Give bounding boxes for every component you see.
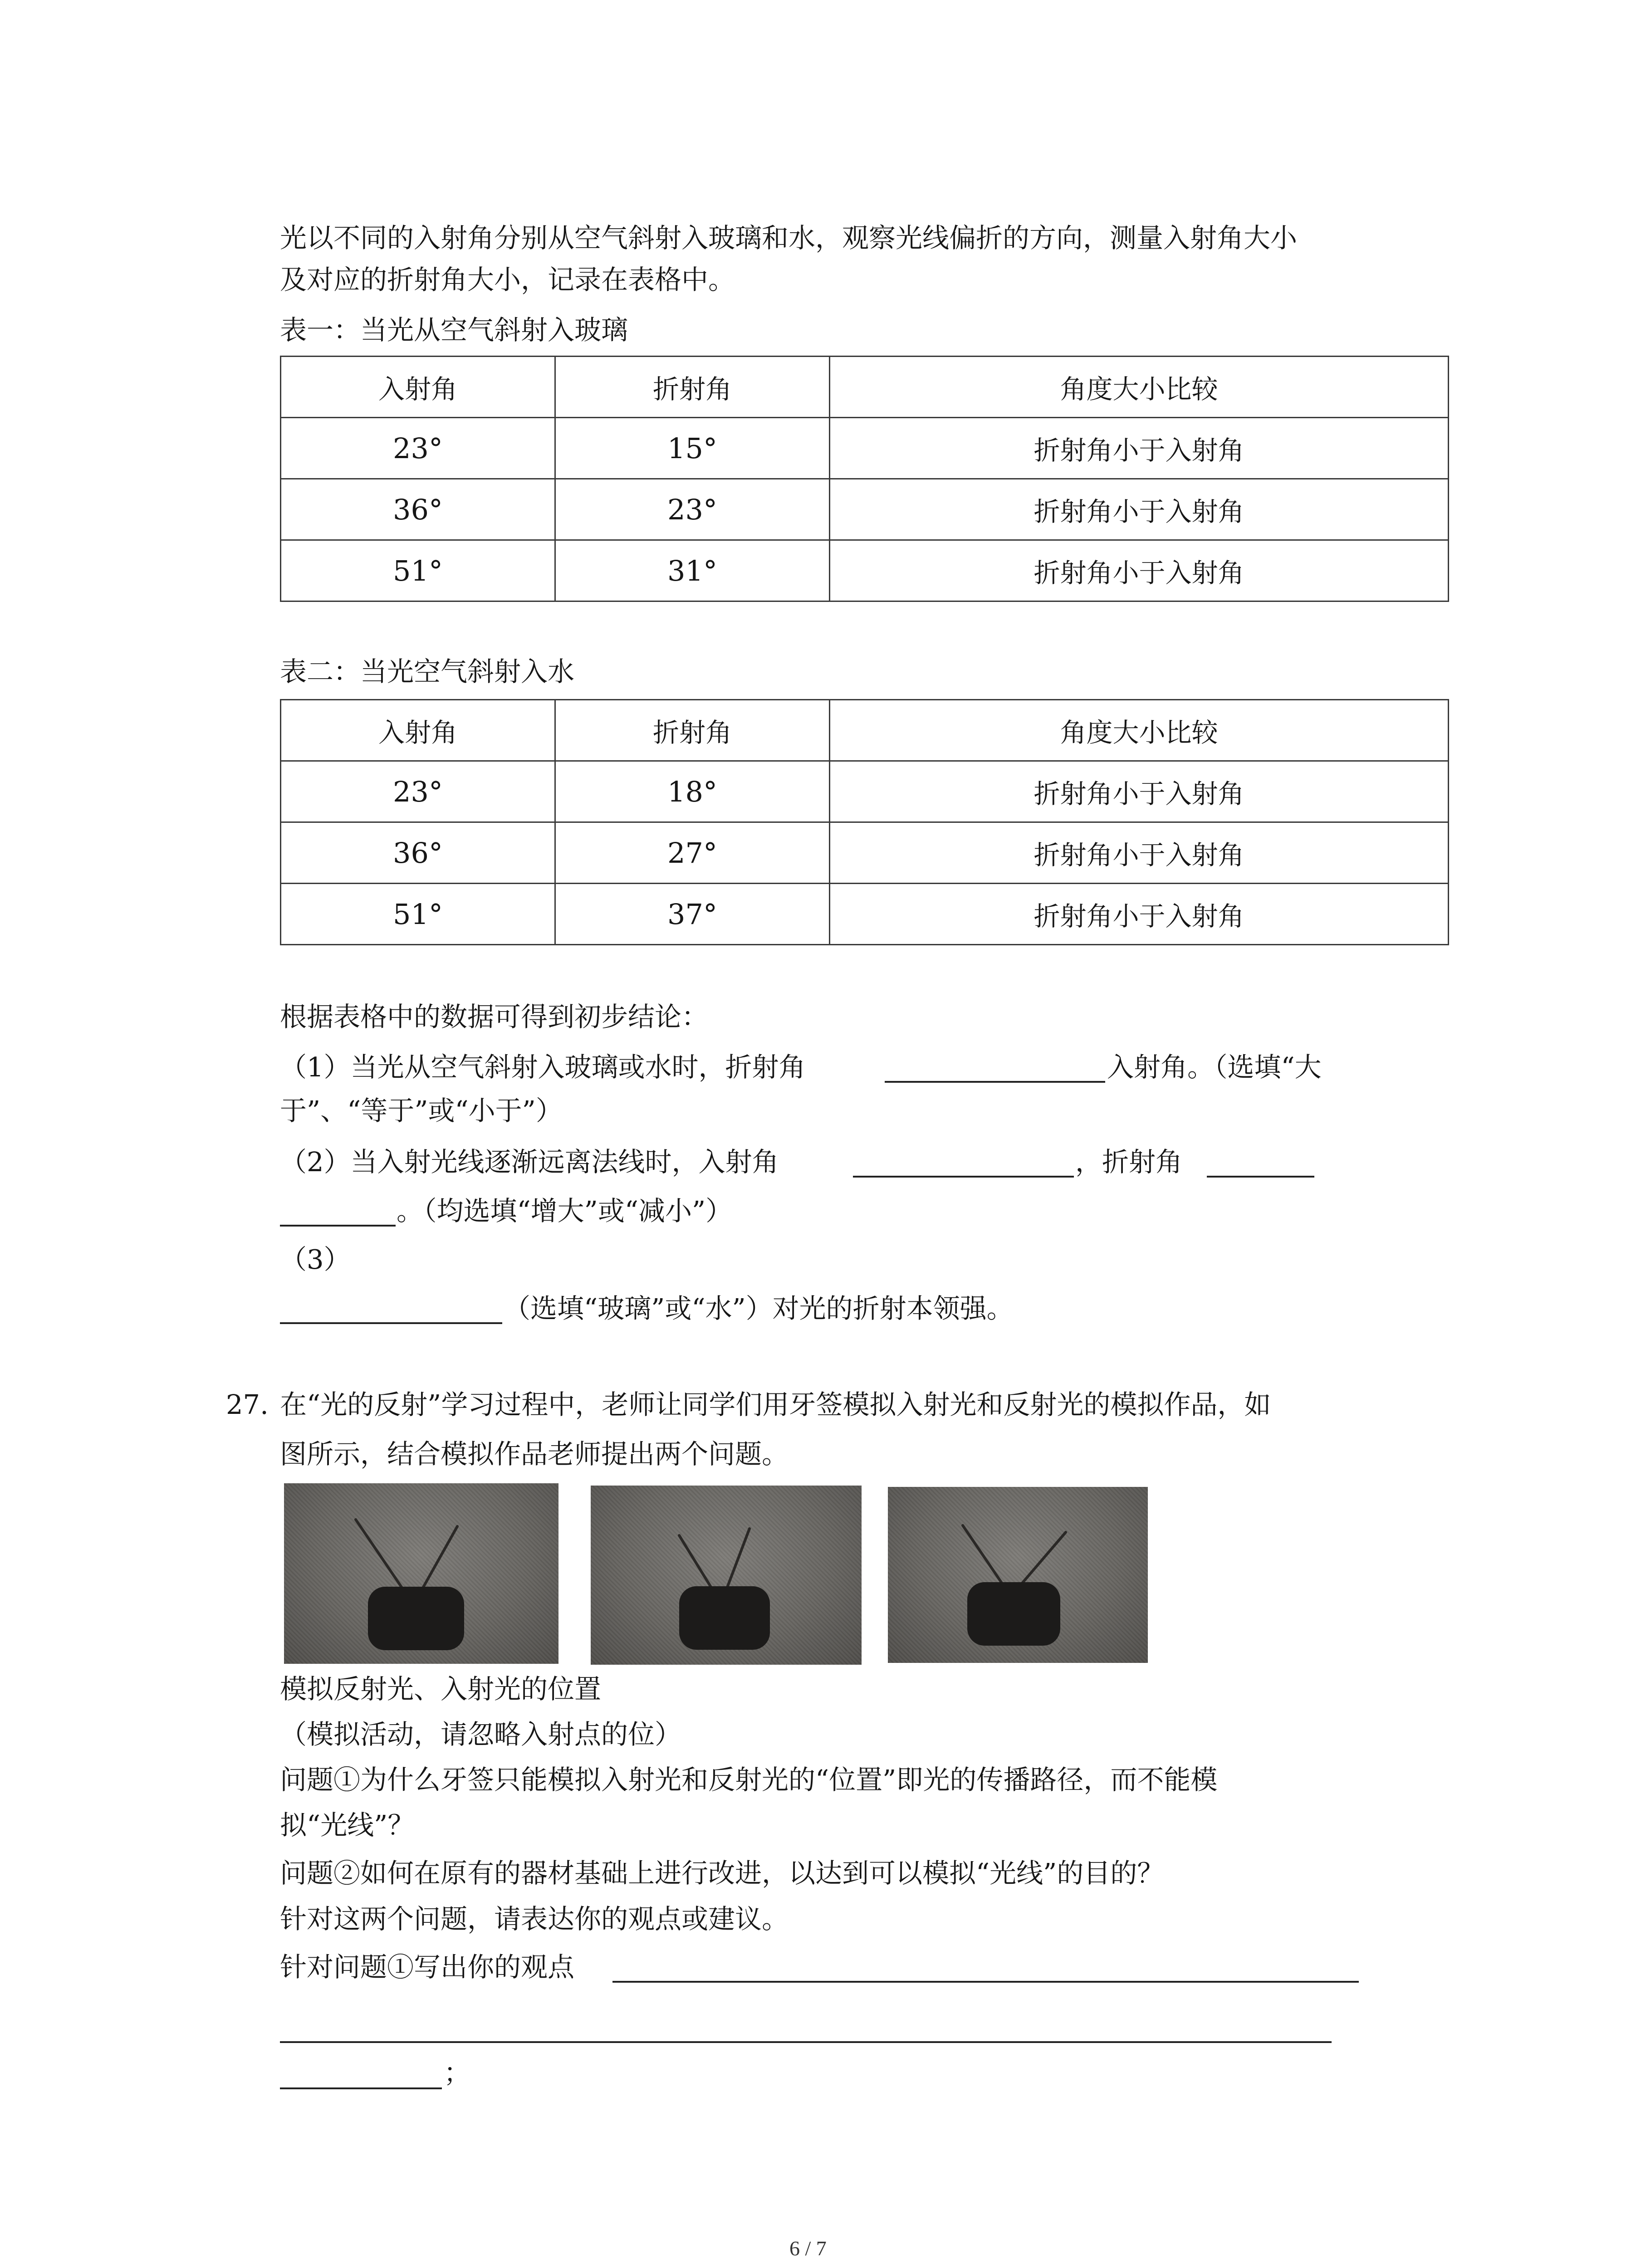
table-row [281,822,1449,884]
toothpick-photo-3 [888,1487,1148,1663]
incidence-cell: 36° [281,822,555,884]
q27-line-1: 在“光的反射”学习过程中，老师让同学们用牙签模拟入射光和反射光的模拟作品，如 [280,1389,1271,1420]
q27-line-2: 图所示，结合模拟作品老师提出两个问题。 [280,1438,789,1470]
problem-2: 问题②如何在原有的器材基础上进行改进，以达到可以模拟“光线”的目的？ [280,1857,1164,1889]
problem-1-line-2: 拟“光线”？ [280,1809,415,1841]
comparison-cell: 折射角小于入射角 [830,540,1449,601]
table2-caption: 表二：当光空气斜射入水 [280,656,575,687]
question-2-text-b: ，折射角 [1075,1146,1183,1178]
answer-line-3[interactable] [280,2087,442,2089]
table-row [281,540,1449,601]
toothpick-photo-2 [591,1486,862,1665]
question-1-hint: 于”、“等于”或“小于”） [280,1095,563,1126]
refraction-cell: 31° [555,540,830,601]
answer-blank-4[interactable] [280,1322,502,1324]
header-refraction-angle: 折射角 [555,357,830,418]
page-number: 6 / 7 [789,2237,827,2260]
table-water [280,699,1449,945]
table-row [281,884,1449,945]
incidence-cell: 51° [281,884,555,945]
question-1-text: （1）当光从空气斜射入玻璃或水时，折射角 [280,1051,806,1083]
intro-line-2: 及对应的折射角大小，记录在表格中。 [280,264,735,295]
incidence-cell: 23° [281,418,555,479]
comparison-cell: 折射角小于入射角 [830,479,1449,540]
prompt: 针对这两个问题，请表达你的观点或建议。 [280,1903,789,1935]
intro-line-1: 光以不同的入射角分别从空气斜射入玻璃和水，观察光线偏折的方向，测量入射角大小 [280,222,1298,254]
table-row [281,418,1449,479]
question-1-text-b: 入射角。（选填“大 [1107,1051,1322,1083]
refraction-cell: 18° [555,761,830,822]
comparison-cell: 折射角小于入射角 [830,761,1449,822]
problem-1-line-1: 问题①为什么牙签只能模拟入射光和反射光的“位置”即光的传播路径，而不能模 [280,1764,1218,1795]
image-caption-2: （模拟活动，请忽略入射点的位） [280,1719,682,1750]
table-glass [280,356,1449,602]
answer-label: 针对问题①写出你的观点 [280,1951,575,1983]
comparison-cell: 折射角小于入射角 [830,884,1449,945]
answer-blank-2[interactable] [853,1176,1074,1178]
question-2-text: （2）当入射光线逐渐远离法线时，入射角 [280,1146,779,1178]
answer-line-2[interactable] [280,2041,1332,2043]
header-comparison: 角度大小比较 [830,700,1449,761]
answer-blank-1[interactable] [885,1081,1105,1083]
header-comparison: 角度大小比较 [830,357,1449,418]
table-header-row [281,700,1449,761]
toothpick-photo-1 [284,1483,558,1664]
table-row [281,761,1449,822]
question-3-text: （选填“玻璃”或“水”）对光的折射本领强。 [504,1293,1014,1324]
header-refraction-angle: 折射角 [555,700,830,761]
table-row [281,479,1449,540]
refraction-cell: 23° [555,479,830,540]
comparison-cell: 折射角小于入射角 [830,418,1449,479]
incidence-cell: 36° [281,479,555,540]
incidence-cell: 23° [281,761,555,822]
answer-line-1[interactable] [612,1981,1359,1983]
refraction-cell: 27° [555,822,830,884]
answer-blank-3b[interactable] [280,1225,396,1227]
header-incidence-angle: 入射角 [281,357,555,418]
conclusion-heading: 根据表格中的数据可得到初步结论： [280,1001,709,1032]
image-caption-1: 模拟反射光、入射光的位置 [280,1673,602,1705]
answer-semicolon: ； [444,2057,471,2088]
question-number: 27. [226,1389,269,1420]
answer-blank-3a[interactable] [1207,1176,1314,1178]
refraction-cell: 37° [555,884,830,945]
comparison-cell: 折射角小于入射角 [830,822,1449,884]
table-header-row [281,357,1449,418]
incidence-cell: 51° [281,540,555,601]
question-2-hint: 。（均选填“增大”或“减小”） [397,1195,733,1227]
refraction-cell: 15° [555,418,830,479]
table1-caption: 表一：当光从空气斜射入玻璃 [280,314,628,346]
question-3-label: （3） [280,1244,351,1275]
header-incidence-angle: 入射角 [281,700,555,761]
